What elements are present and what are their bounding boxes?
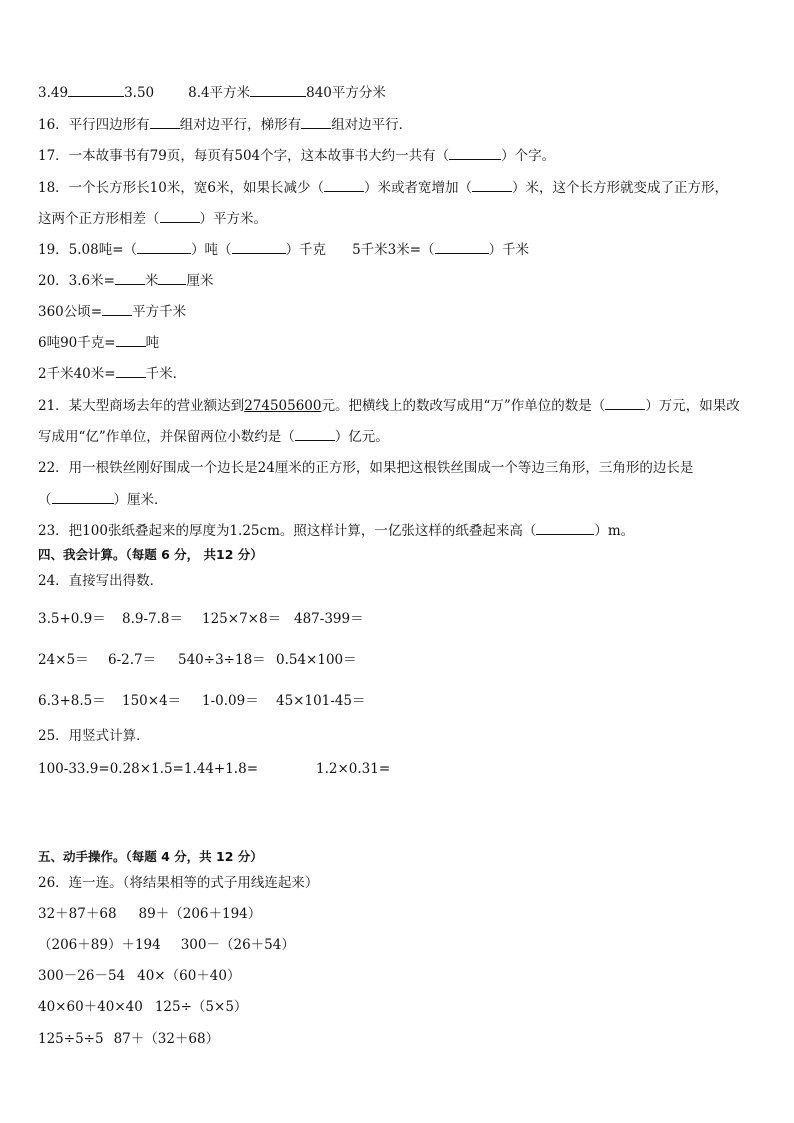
q19-blank-2[interactable] (232, 240, 286, 254)
q21-line-1 (38, 396, 740, 415)
q20-blank-5[interactable] (116, 364, 146, 378)
q15-a: 3.49 (38, 85, 69, 101)
q16-text-1: 16．平行四边形有 (38, 117, 150, 133)
q17-line (38, 146, 555, 165)
q26-row-1 (38, 905, 261, 923)
q18-text-3: ）米，这个长方形就变成了正方形， (511, 180, 728, 196)
q19-text-5: ）千米 (488, 242, 530, 258)
q26-right-2[interactable]: 300－（26＋54） (180, 937, 295, 953)
q20-text-9: 千米． (145, 366, 187, 382)
q16-text-2: 组对边平行，梯形有 (179, 117, 302, 133)
q24-item-3-4: 45×101-45＝ (276, 693, 366, 709)
q22-text-2: （ (38, 492, 52, 508)
q24-item-3-2: 150×4＝ (122, 693, 182, 709)
q26-left-1: 32＋87＋68 (38, 906, 117, 922)
q19-text-4: 5千米3米=（ (352, 242, 435, 258)
q18-blank-2[interactable] (472, 178, 512, 192)
q24-item-1-3: 125×7×8＝ (202, 611, 282, 627)
q18-line-1 (38, 178, 728, 197)
q21-text-1: 21．某大型商场去年的营业额达到 (38, 398, 245, 414)
q24-item-3-3: 1-0.09＝ (202, 693, 259, 709)
q21-number: 274505600 (244, 398, 322, 414)
q24-item-1-1: 3.5+0.9＝ (38, 611, 106, 627)
q21-blank-2[interactable] (295, 427, 335, 441)
q21-blank-1[interactable] (605, 396, 645, 410)
q25-title: 25．用竖式计算． (38, 728, 150, 744)
q18-blank-1[interactable] (324, 178, 364, 192)
q15-d: 840平方分米 (306, 85, 386, 101)
q23-text-2: ）m。 (594, 523, 635, 539)
q18-blank-3[interactable] (160, 209, 200, 223)
q22-blank[interactable] (52, 490, 114, 504)
q26-row-4 (38, 998, 247, 1016)
q20-text-1: 20．3.6米= (38, 273, 115, 289)
q21-text-4: 写成用“亿”作单位，并保留两位小数约是（ (38, 429, 295, 445)
q20-text-4: 360公顷= (38, 304, 103, 320)
q24-item-1-4: 487-399＝ (294, 611, 364, 627)
q15-blank-2[interactable] (250, 83, 306, 97)
q20-blank-4[interactable] (116, 333, 146, 347)
q23-blank[interactable] (536, 521, 594, 535)
q19-text-1: 19．5.08吨=（ (38, 242, 138, 258)
q26-right-5[interactable]: 87＋（32＋68） (113, 1031, 220, 1047)
section-4-title: 四、我会计算。（每题 6 分， 共12 分） (38, 547, 263, 562)
q26-title: 26．连一连。（将结果相等的式子用线连起来） (38, 875, 319, 891)
q26-left-4: 40×60＋40×40 (38, 999, 143, 1015)
q22-text-3: ）厘米． (113, 492, 168, 508)
q20-blank-3[interactable] (102, 302, 132, 316)
section-5-title: 五、动手操作。（每题 4 分，共 12 分） (38, 849, 263, 864)
q20-line-1 (38, 271, 213, 290)
q25-expr-1: 100-33.9=0.28×1.5=1.44+1.8= (38, 761, 259, 777)
q18-line-2 (38, 209, 267, 228)
q21-text-5: ）亿元。 (334, 429, 389, 445)
q26-right-1[interactable]: 89＋（206＋194） (138, 906, 262, 922)
q26-left-3: 300－26－54 (38, 968, 126, 984)
q26-left-2: （206＋89）＋194 (38, 937, 161, 953)
q20-text-5: 平方千米 (132, 304, 187, 320)
q20-text-2: 米 (144, 273, 159, 289)
q24-item-2-2: 6-2.7＝ (108, 652, 157, 668)
q26-right-4[interactable]: 125÷（5×5） (154, 999, 248, 1015)
q20-text-8: 2千米40米= (38, 366, 116, 382)
q20-text-6: 6吨90千克= (38, 335, 116, 351)
q21-text-2: 元。把横线上的数改写成用“万”作单位的数是（ (321, 398, 606, 414)
q15-blank-1[interactable] (68, 83, 124, 97)
q18-text-5: ）平方米。 (199, 211, 267, 227)
q26-right-3[interactable]: 40×（60＋40） (137, 968, 241, 984)
q16-blank-2[interactable] (301, 115, 331, 129)
q19-blank-1[interactable] (137, 240, 191, 254)
q26-left-5: 125÷5÷5 (38, 1031, 104, 1047)
q18-text-1: 18．一个长方形长10米，宽6米，如果长减少（ (38, 180, 324, 196)
q26-row-3 (38, 967, 240, 985)
q23-text-1: 23．把100张纸叠起来的厚度为1.25cm。照这样计算，一亿张这样的纸叠起来高（ (38, 523, 537, 539)
q20-line-4 (38, 364, 186, 383)
q19-text-3: ）千克 (285, 242, 327, 258)
q22-line-2 (38, 490, 168, 509)
q20-blank-2[interactable] (158, 271, 186, 285)
q16-blank-1[interactable] (150, 115, 180, 129)
q15-c: 8.4平方米 (188, 85, 251, 101)
q18-text-2: ）米或者宽增加（ (363, 180, 472, 196)
q25-expressions (38, 760, 390, 778)
q24-item-2-4: 0.54×100＝ (276, 652, 357, 668)
q24-title: 24．直接写出得数． (38, 573, 164, 589)
q15-line (38, 83, 386, 102)
q20-line-2 (38, 302, 186, 321)
q23-line (38, 521, 634, 540)
q16-line (38, 115, 412, 134)
q19-text-2: ）吨（ (191, 242, 232, 258)
q17-blank[interactable] (449, 146, 501, 160)
q19-line (38, 240, 529, 259)
q26-row-2 (38, 936, 295, 954)
q18-text-4: 这两个正方形相差（ (38, 211, 160, 227)
q24-item-2-1: 24×5＝ (38, 652, 89, 668)
q24-item-1-2: 8.9-7.8＝ (122, 611, 184, 627)
q26-row-5 (38, 1030, 219, 1048)
q21-text-3: ）万元，如果改 (645, 398, 740, 414)
q21-line-2 (38, 427, 389, 446)
q24-item-2-3: 540÷3÷18＝ (178, 652, 266, 668)
q24-item-3-1: 6.3+8.5＝ (38, 693, 106, 709)
q20-blank-1[interactable] (115, 271, 145, 285)
q17-text-2: ）个字。 (501, 148, 556, 164)
q15-b: 3.50 (124, 85, 155, 101)
q22-text-1: 22．用一根铁丝刚好围成一个边长是24厘米的正方形，如果把这根铁丝围成一个等边三角形，三角形的边长是 (38, 460, 694, 476)
q20-text-3: 厘米 (186, 273, 214, 289)
q17-text-1: 17．一本故事书有79页，每页有504个字，这本故事书大约一共有（ (38, 148, 450, 164)
q20-text-7: 吨 (145, 335, 160, 351)
q25-expr-2: 1.2×0.31= (316, 761, 391, 777)
q22-line-1 (38, 459, 693, 477)
q19-blank-3[interactable] (435, 240, 489, 254)
q16-text-3: 组对边平行． (331, 117, 413, 133)
q20-line-3 (38, 333, 159, 352)
